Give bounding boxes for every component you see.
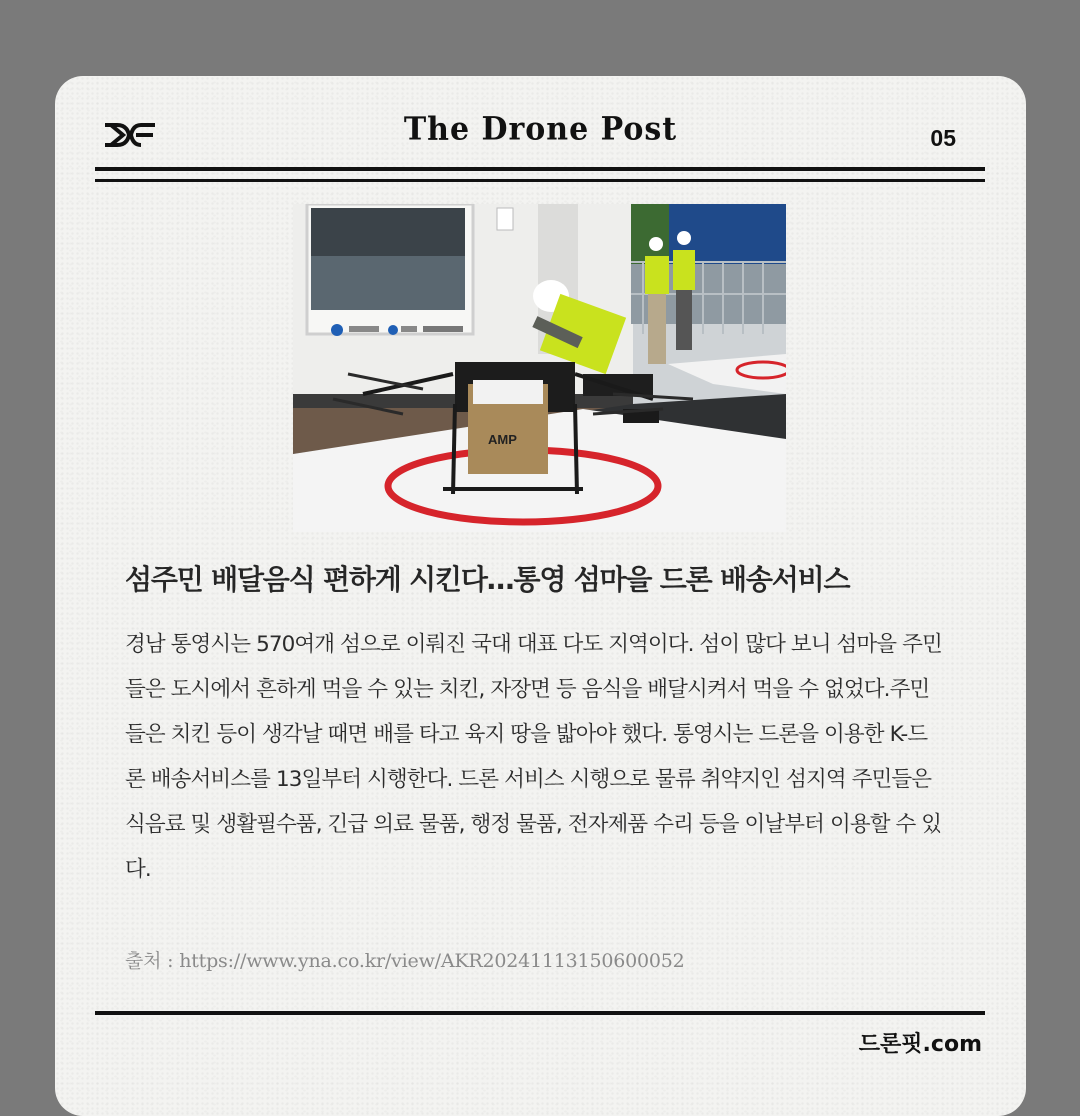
masthead-title: The Drone Post bbox=[403, 111, 678, 148]
site-domain[interactable]: 드론핏.com bbox=[858, 1032, 982, 1057]
news-card bbox=[55, 76, 1026, 1116]
issue-number: 05 bbox=[930, 125, 956, 151]
header-rule-bottom bbox=[95, 179, 985, 182]
header-rule-top bbox=[95, 167, 985, 171]
drone-box-label: AMP bbox=[488, 432, 517, 447]
article-photo bbox=[293, 204, 786, 532]
footer-rule bbox=[95, 1011, 985, 1015]
source-link[interactable]: 출처 : https://www.yna.co.kr/view/AKR20241113150600052 bbox=[125, 950, 685, 972]
article-headline: 섬주민 배달음식 편하게 시킨다…통영 섬마을 드론 배송서비스 bbox=[125, 563, 850, 596]
article-body: 경남 통영시는 570여개 섬으로 이뤄진 국대 대표 다도 지역이다. 섬이 많다 보니 섬마을 주민들은 도시에서 흔하게 먹을 수 있는 치킨, 자장면 등 음식을 배달시켜서 먹을 수 없었다.주민들은 치킨 등이 생각날 때면 배를 타고 육지 땅을 밟아야 했다. 통영시는 드론을 이용한 K-드론 배송서비스를 13일부터 시행한다. 드론 서비스 시행으로 물류 취약지인 섬지역 주민들은 식음료 및 생활필수품, 긴급 의료 물품, 행정 물품, 전자제품 수리 등을 이날부터 이용할 수 있다. bbox=[125, 632, 942, 882]
